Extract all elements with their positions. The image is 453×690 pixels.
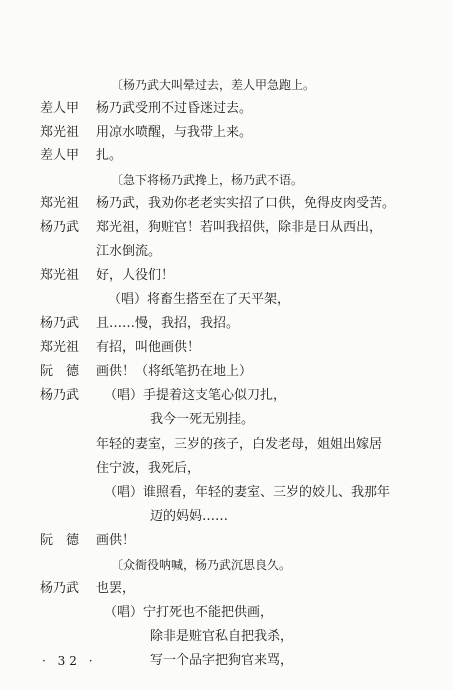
speaker-name: 差人甲 [40,101,80,116]
speaker-name: 杨乃武 [40,388,80,403]
dialogue-line: 好，人役们！ [96,268,175,283]
speaker-name: 郑光祖 [40,196,80,211]
sung-line: （唱）将畜生搭至在了天平架， [108,292,291,307]
speaker-name: 阮 德 [40,364,80,379]
dialogue-line: 年轻的妻室，三岁的孩子，白发老母，姐姐出嫁居 [96,437,383,452]
dialogue-line: 杨乃武，我劝你老老实实招了口供，免得皮肉受苦。 [96,196,396,211]
speaker-name: 杨乃武 [40,581,80,596]
dialogue-line: 郑光祖，狗赃官！若叫我招供，除非是日从西出， [96,220,383,235]
sung-line-continued: 我今一死无别挂。 [150,412,255,427]
dialogue-line: 且……慢，我招，我招。 [96,316,240,331]
speaker-name: 杨乃武 [40,316,80,331]
sung-line-continued: 迈的妈妈…… [150,509,229,524]
sung-line-continued: 除非是赃官私自把我杀， [150,629,294,644]
dialogue-line-continued: 住宁波，我死后， [96,461,201,476]
page-number: · 32 · [42,654,97,668]
dialogue-line: 用凉水喷醒，与我带上来。 [96,125,253,140]
speaker-name: 差人甲 [40,148,80,163]
speaker-name: 杨乃武 [40,220,80,235]
dialogue-line: 杨乃武受刑不过昏迷过去。 [96,101,253,116]
stage-direction: 〔杨乃武大叫晕过去，差人甲急跑上。 [111,78,316,92]
sung-line: （唱）宁打死也不能把供画， [104,605,274,620]
speaker-name: 阮 德 [40,533,80,548]
dialogue-line: 画供！（将纸笔扔在地上） [96,364,253,379]
speaker-name: 郑光祖 [40,125,80,140]
sung-line: （唱）谁照看，年轻的妻室、三岁的姣儿、我那年 [104,485,391,500]
dialogue-line: 有招，叫他画供！ [96,340,201,355]
sung-line: （唱）手提着这支笔心似刀扎， [104,388,287,403]
speaker-name: 郑光祖 [40,340,80,355]
stage-direction: 〔众衙役呐喊，杨乃武沉思良久。 [111,558,292,572]
dialogue-line: 扎。 [96,148,123,163]
sung-line-continued: 写一个品字把狗官来骂， [150,653,294,668]
speaker-name: 郑光祖 [40,268,80,283]
stage-direction: 〔急下将杨乃武搀上，杨乃武不语。 [111,173,304,187]
dialogue-line: 画供！ [96,533,136,548]
dialogue-line: 也罢， [96,581,136,596]
dialogue-line-continued: 江水倒流。 [96,244,162,259]
